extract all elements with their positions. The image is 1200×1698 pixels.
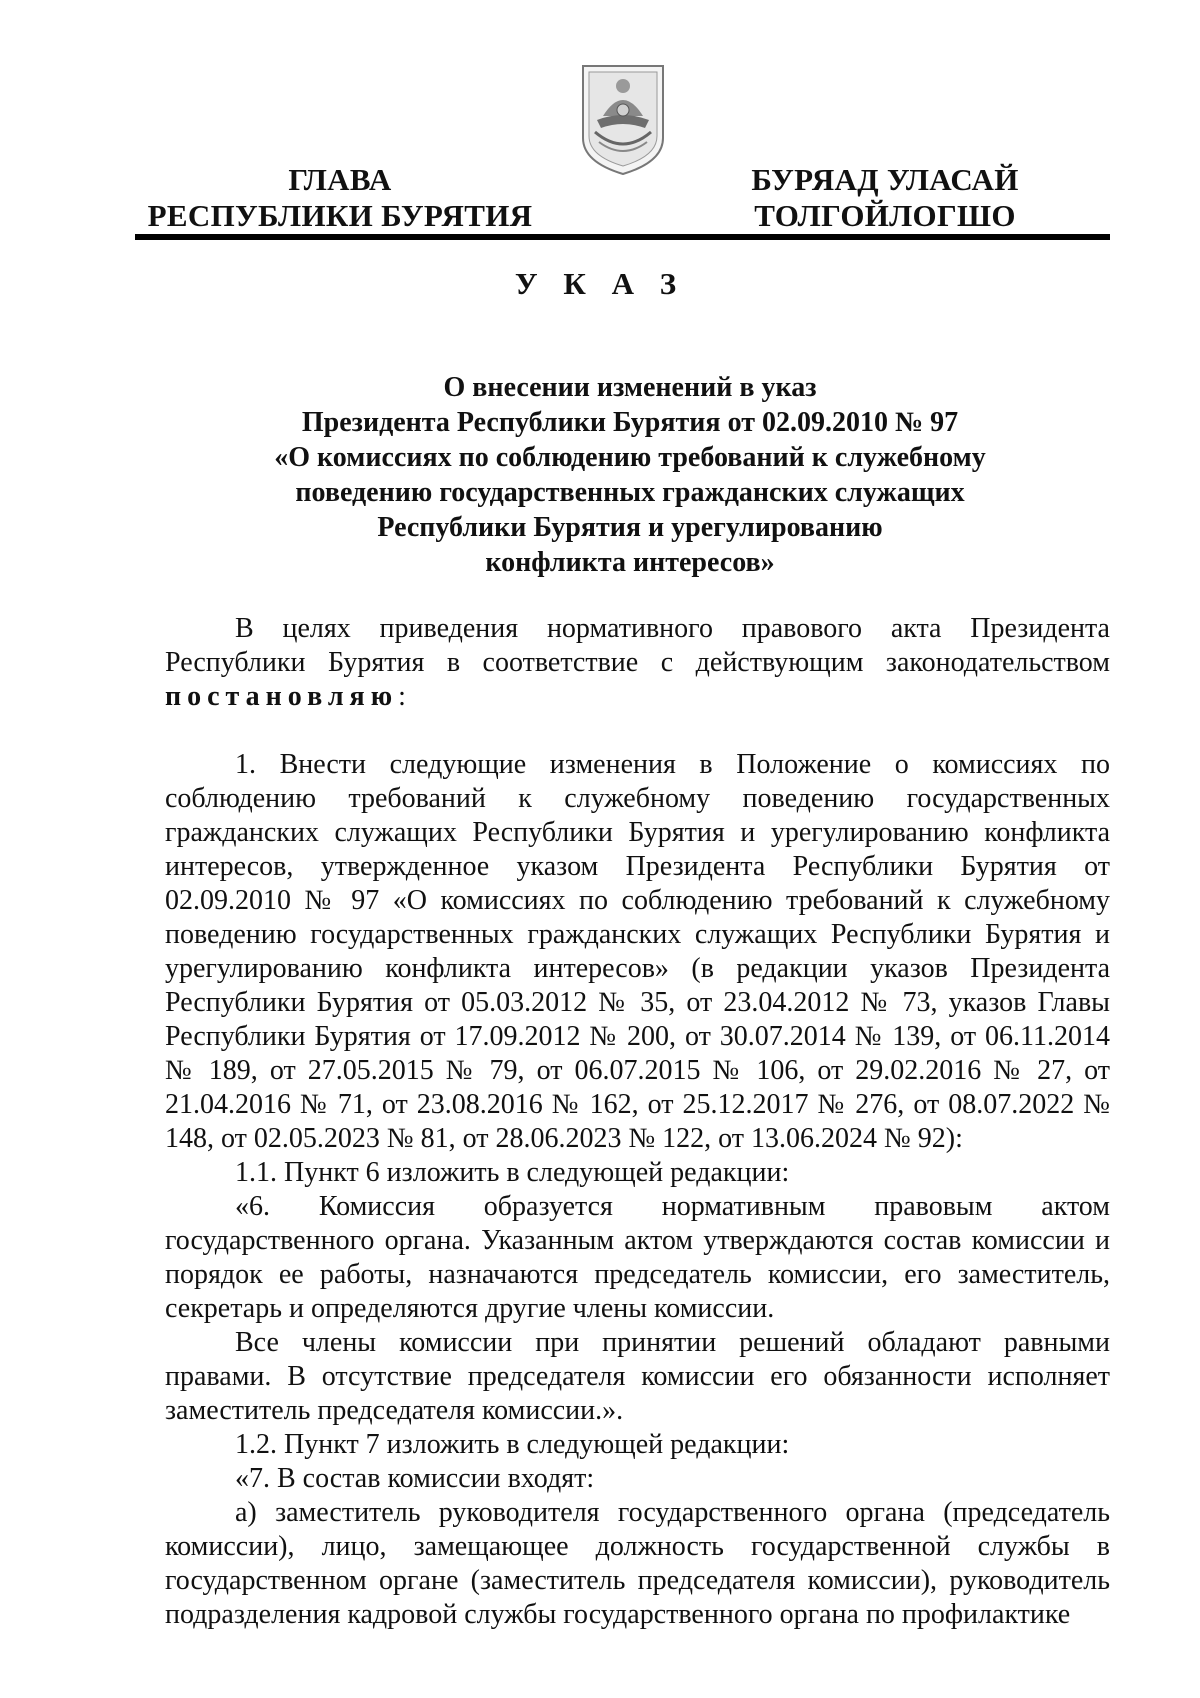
paragraph: «7. В состав комиссии входят: (235, 1463, 595, 1494)
paragraph: 1.2. Пункт 7 изложить в следующей редакции: (235, 1429, 790, 1460)
paragraph: 1.1. Пункт 6 изложить в следующей редакции: (235, 1157, 790, 1188)
title-line: Республики Бурятия и урегулированию (377, 512, 883, 543)
header-right-line2: ТОЛГОЙЛОГШО (754, 198, 1016, 233)
header-divider (135, 234, 1110, 240)
header-left-line2: РЕСПУБЛИКИ БУРЯТИЯ (147, 198, 533, 233)
header-left-line1: ГЛАВА (288, 162, 392, 197)
paragraph: 1. Внести следующие изменения в Положение о комиссиях по соблюдению требований к служебному поведению государственных гражданских служащих Республики Бурятия и урегулированию конфликта интересов, утвержденное указом Президента Республики Бурятия от 02.09.2010 № 97 «О комиссиях по соблюдению требований к служебному поведению государственных гражданских служащих Республики Бурятия и урегулированию конфликта интересов» (в редакции указов Президента Республики Бурятия от 05.03.2012 № 35, от 23.04.2012 № 73, указов Главы Республики Бурятия от 17.09.2012 № 200, от 30.07.2014 № 139, от 06.11.2014 № 189, от 27.05.2015 № 79, от 06.07.2015 № 106, от 29.02.2016 № 27, от 21.04.2016 № 71, от 23.08.2016 № 162, от 25.12.2017 № 276, от 08.07.2022 № 148, от 02.05.2023 № 81, от 28.06.2023 № 122, от 13.06.2024 № 92): (165, 749, 1110, 1154)
document-body (165, 612, 1110, 1632)
title-line: О внесении изменений в указ (443, 372, 817, 403)
preamble-colon: : (398, 681, 406, 712)
title-line: поведению государственных гражданских служащих (295, 477, 965, 508)
title-line: конфликта интересов» (485, 547, 775, 578)
title-line: «О комиссиях по соблюдению требований к служебному (274, 442, 986, 473)
paragraph: «6. Комиссия образуется нормативным правовым актом государственного органа. Указанным актом утверждаются состав комиссии и порядок ее работы, назначаются председатель комиссии, его заместитель, секретарь и определяются другие члены комиссии. (165, 1191, 1110, 1324)
document-type: У К А З (514, 266, 686, 301)
header-right (720, 162, 1050, 234)
decree-word: постановляю (165, 681, 399, 712)
document-title (150, 370, 1110, 580)
preamble-text: В целях приведения нормативного правового акта Президента Республики Бурятия в соответствие с действующим законодательством (165, 613, 1110, 678)
header-left (140, 162, 540, 234)
preamble-paragraph (165, 612, 1110, 714)
coat-of-arms-icon (577, 60, 669, 178)
header-right-line1: БУРЯАД УЛАСАЙ (751, 162, 1019, 197)
paragraph: а) заместитель руководителя государственного органа (председатель комиссии), лицо, замещающее должность государственной службы в государственном органе (заместитель председателя комиссии), руководитель подразделения кадровой службы государственного органа по профилактике (165, 1497, 1110, 1630)
title-line: Президента Республики Бурятия от 02.09.2010 № 97 (301, 407, 959, 438)
paragraph: Все члены комиссии при принятии решений обладают равными правами. В отсутствие председателя комиссии его обязанности исполняет заместитель председателя комиссии.». (165, 1327, 1110, 1426)
